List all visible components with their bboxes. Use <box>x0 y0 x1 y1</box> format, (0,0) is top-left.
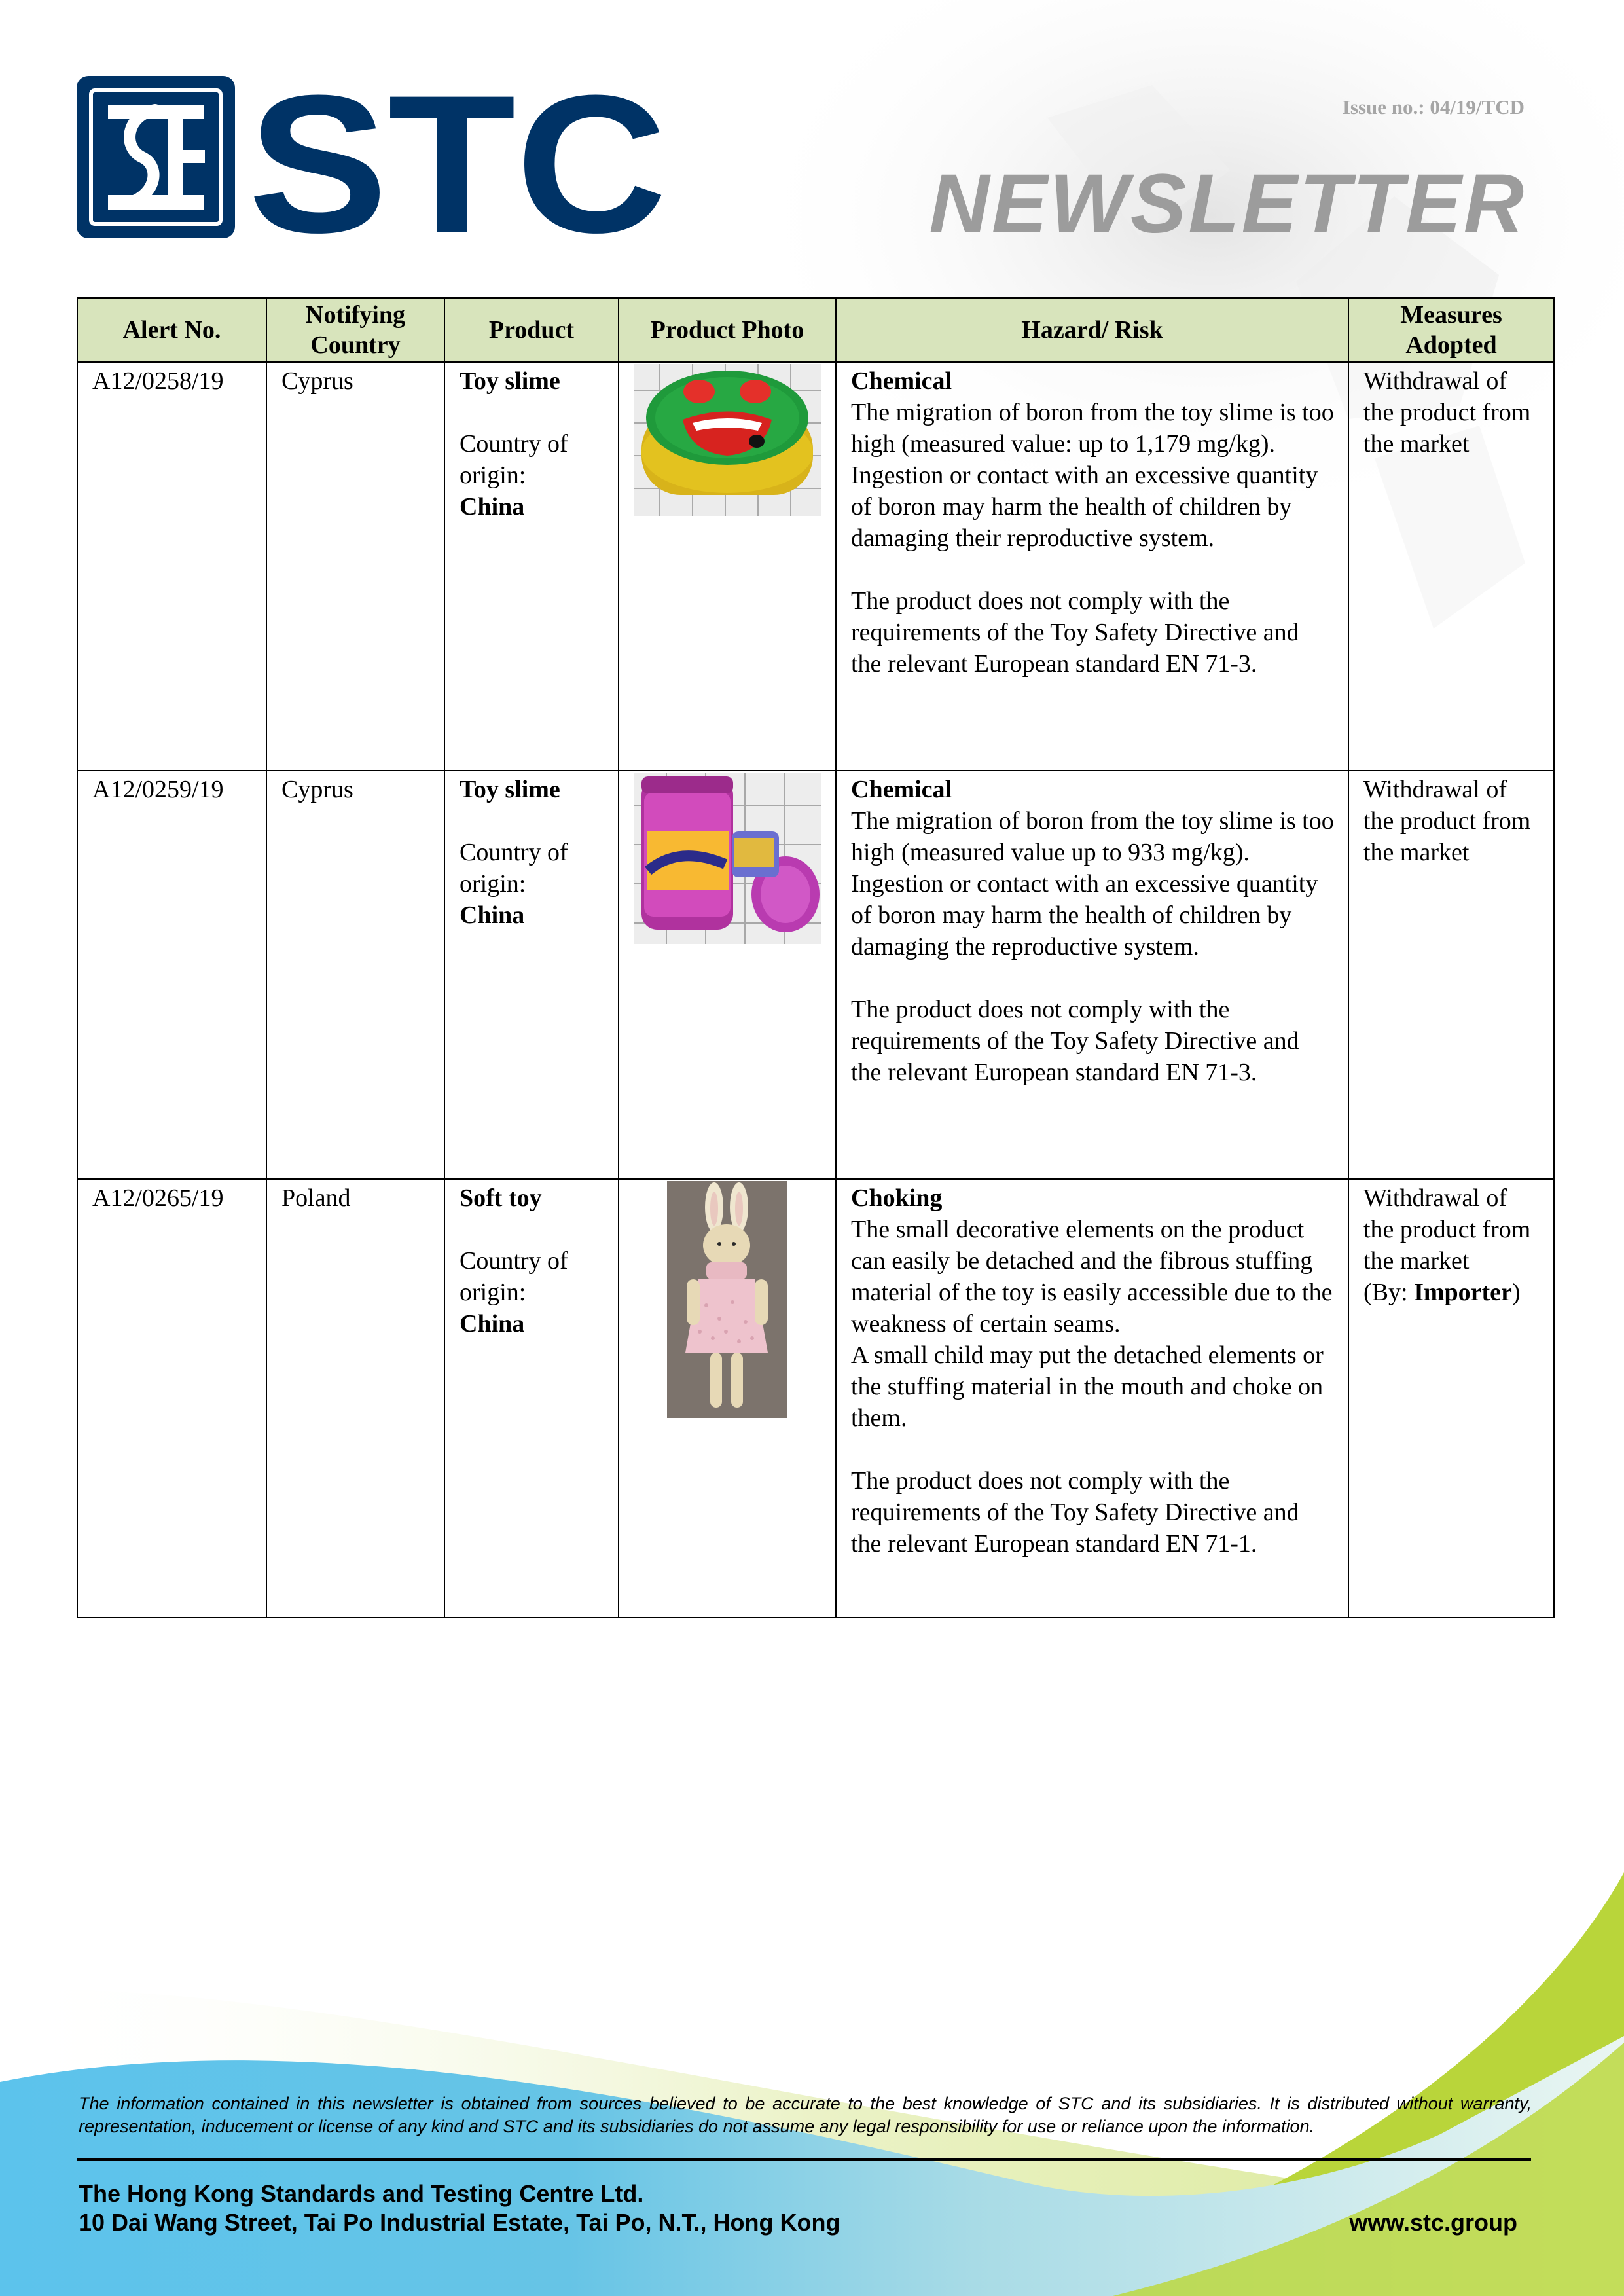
hazard-type: Chemical <box>851 776 952 803</box>
column-header-measures-adopted: Measures Adopted <box>1348 298 1554 362</box>
logo-wordmark: STC <box>248 76 668 238</box>
alerts-table <box>77 297 1555 1618</box>
hazard-effect: A small child may put the detached elements or the stuffing material in the mouth and choke on them. <box>851 1341 1324 1432</box>
measures-by <box>1363 1277 1540 1308</box>
website-link[interactable]: www.stc.group <box>1349 2209 1517 2236</box>
alert-no-cell: A12/0265/19 <box>77 1179 266 1618</box>
column-header-notifying-country: Notifying Country <box>266 298 444 362</box>
country-cell: Poland <box>266 1179 444 1618</box>
hazard-effect: Ingestion or contact with an excessive quantity of boron may harm the health of children by damaging the reproductive system. <box>851 870 1318 960</box>
company-name: The Hong Kong Standards and Testing Centre Ltd. <box>79 2180 644 2207</box>
stc-logo <box>77 76 672 238</box>
measures-text: Withdrawal of the product from the market <box>1363 1184 1531 1275</box>
alert-no-cell: A12/0259/19 <box>77 771 266 1179</box>
origin-value: China <box>460 493 525 520</box>
hazard-compliance: The product does not comply with the requirements of the Toy Safety Directive and the relevant European standard EN 71-3. <box>851 996 1299 1086</box>
product-cell <box>444 771 619 1179</box>
hazard-cell <box>836 771 1348 1179</box>
product-name: Soft toy <box>460 1184 542 1212</box>
disclaimer-text: The information contained in this newsletter is obtained from sources believed to be accurate to the best knowledge of STC and its subsidiaries. It is distributed without warranty, representation, inducement or license of any kind and STC and its subsidiaries do not assume any legal responsibility for use or reliance upon the information. <box>79 2094 1532 2136</box>
hazard-cell <box>836 1179 1348 1618</box>
company-address: 10 Dai Wang Street, Tai Po Industrial Estate, Tai Po, N.T., Hong Kong <box>79 2209 840 2236</box>
footer-divider <box>77 2158 1531 2161</box>
product-name: Toy slime <box>460 776 560 803</box>
table-header-row <box>77 298 1554 362</box>
blueberry-slime-jars-photo <box>634 773 821 944</box>
column-header-hazard-risk: Hazard/ Risk <box>836 298 1348 362</box>
origin-label: Country of origin: <box>460 1247 568 1306</box>
column-header-product: Product <box>444 298 619 362</box>
column-header-product-photo: Product Photo <box>619 298 836 362</box>
origin-label: Country of origin: <box>460 430 568 489</box>
hazard-description: The migration of boron from the toy slime is too high (measured value up to 933 mg/kg). <box>851 807 1334 866</box>
hazard-description: The migration of boron from the toy slime is too high (measured value: up to 1,179 mg/kg). <box>851 399 1334 458</box>
logo-emblem <box>77 76 235 238</box>
origin-value: China <box>460 902 525 929</box>
product-cell <box>444 362 619 771</box>
table-row <box>77 771 1554 1179</box>
hazard-effect: Ingestion or contact with an excessive quantity of boron may harm the health of children by damaging their reproductive system. <box>851 462 1318 552</box>
country-cell: Cyprus <box>266 362 444 771</box>
country-cell: Cyprus <box>266 771 444 1179</box>
measures-cell: Withdrawal of the product from the market <box>1348 771 1554 1179</box>
column-header-alert-no: Alert No. <box>77 298 266 362</box>
photo-cell <box>619 771 836 1179</box>
measures-cell <box>1348 1179 1554 1618</box>
product-name: Toy slime <box>460 367 560 395</box>
table-row <box>77 1179 1554 1618</box>
alert-no-cell: A12/0258/19 <box>77 362 266 771</box>
newsletter-title: NEWSLETTER <box>929 157 1526 251</box>
soft-toy-rabbit-photo <box>667 1181 787 1418</box>
table-row <box>77 362 1554 771</box>
measures-cell: Withdrawal of the product from the market <box>1348 362 1554 771</box>
photo-cell <box>619 362 836 771</box>
issue-number: Issue no.: 04/19/TCD <box>1342 96 1525 118</box>
toy-slime-yellow-container-photo <box>634 364 821 516</box>
measures-by-close: ) <box>1511 1279 1521 1306</box>
hazard-type: Choking <box>851 1184 943 1212</box>
origin-value: China <box>460 1310 525 1338</box>
product-cell <box>444 1179 619 1618</box>
measures-by-label: (By: <box>1363 1279 1415 1306</box>
hazard-cell <box>836 362 1348 771</box>
photo-cell <box>619 1179 836 1618</box>
measures-by-value: Importer <box>1414 1279 1512 1306</box>
hazard-description: The small decorative elements on the product can easily be detached and the fibrous stuffing material of the toy is easily accessible due to the weakness of certain seams. <box>851 1216 1333 1338</box>
hazard-type: Chemical <box>851 367 952 395</box>
hazard-compliance: The product does not comply with the requirements of the Toy Safety Directive and the relevant European standard EN 71-1. <box>851 1467 1299 1558</box>
hazard-compliance: The product does not comply with the requirements of the Toy Safety Directive and the relevant European standard EN 71-3. <box>851 587 1299 678</box>
origin-label: Country of origin: <box>460 839 568 898</box>
